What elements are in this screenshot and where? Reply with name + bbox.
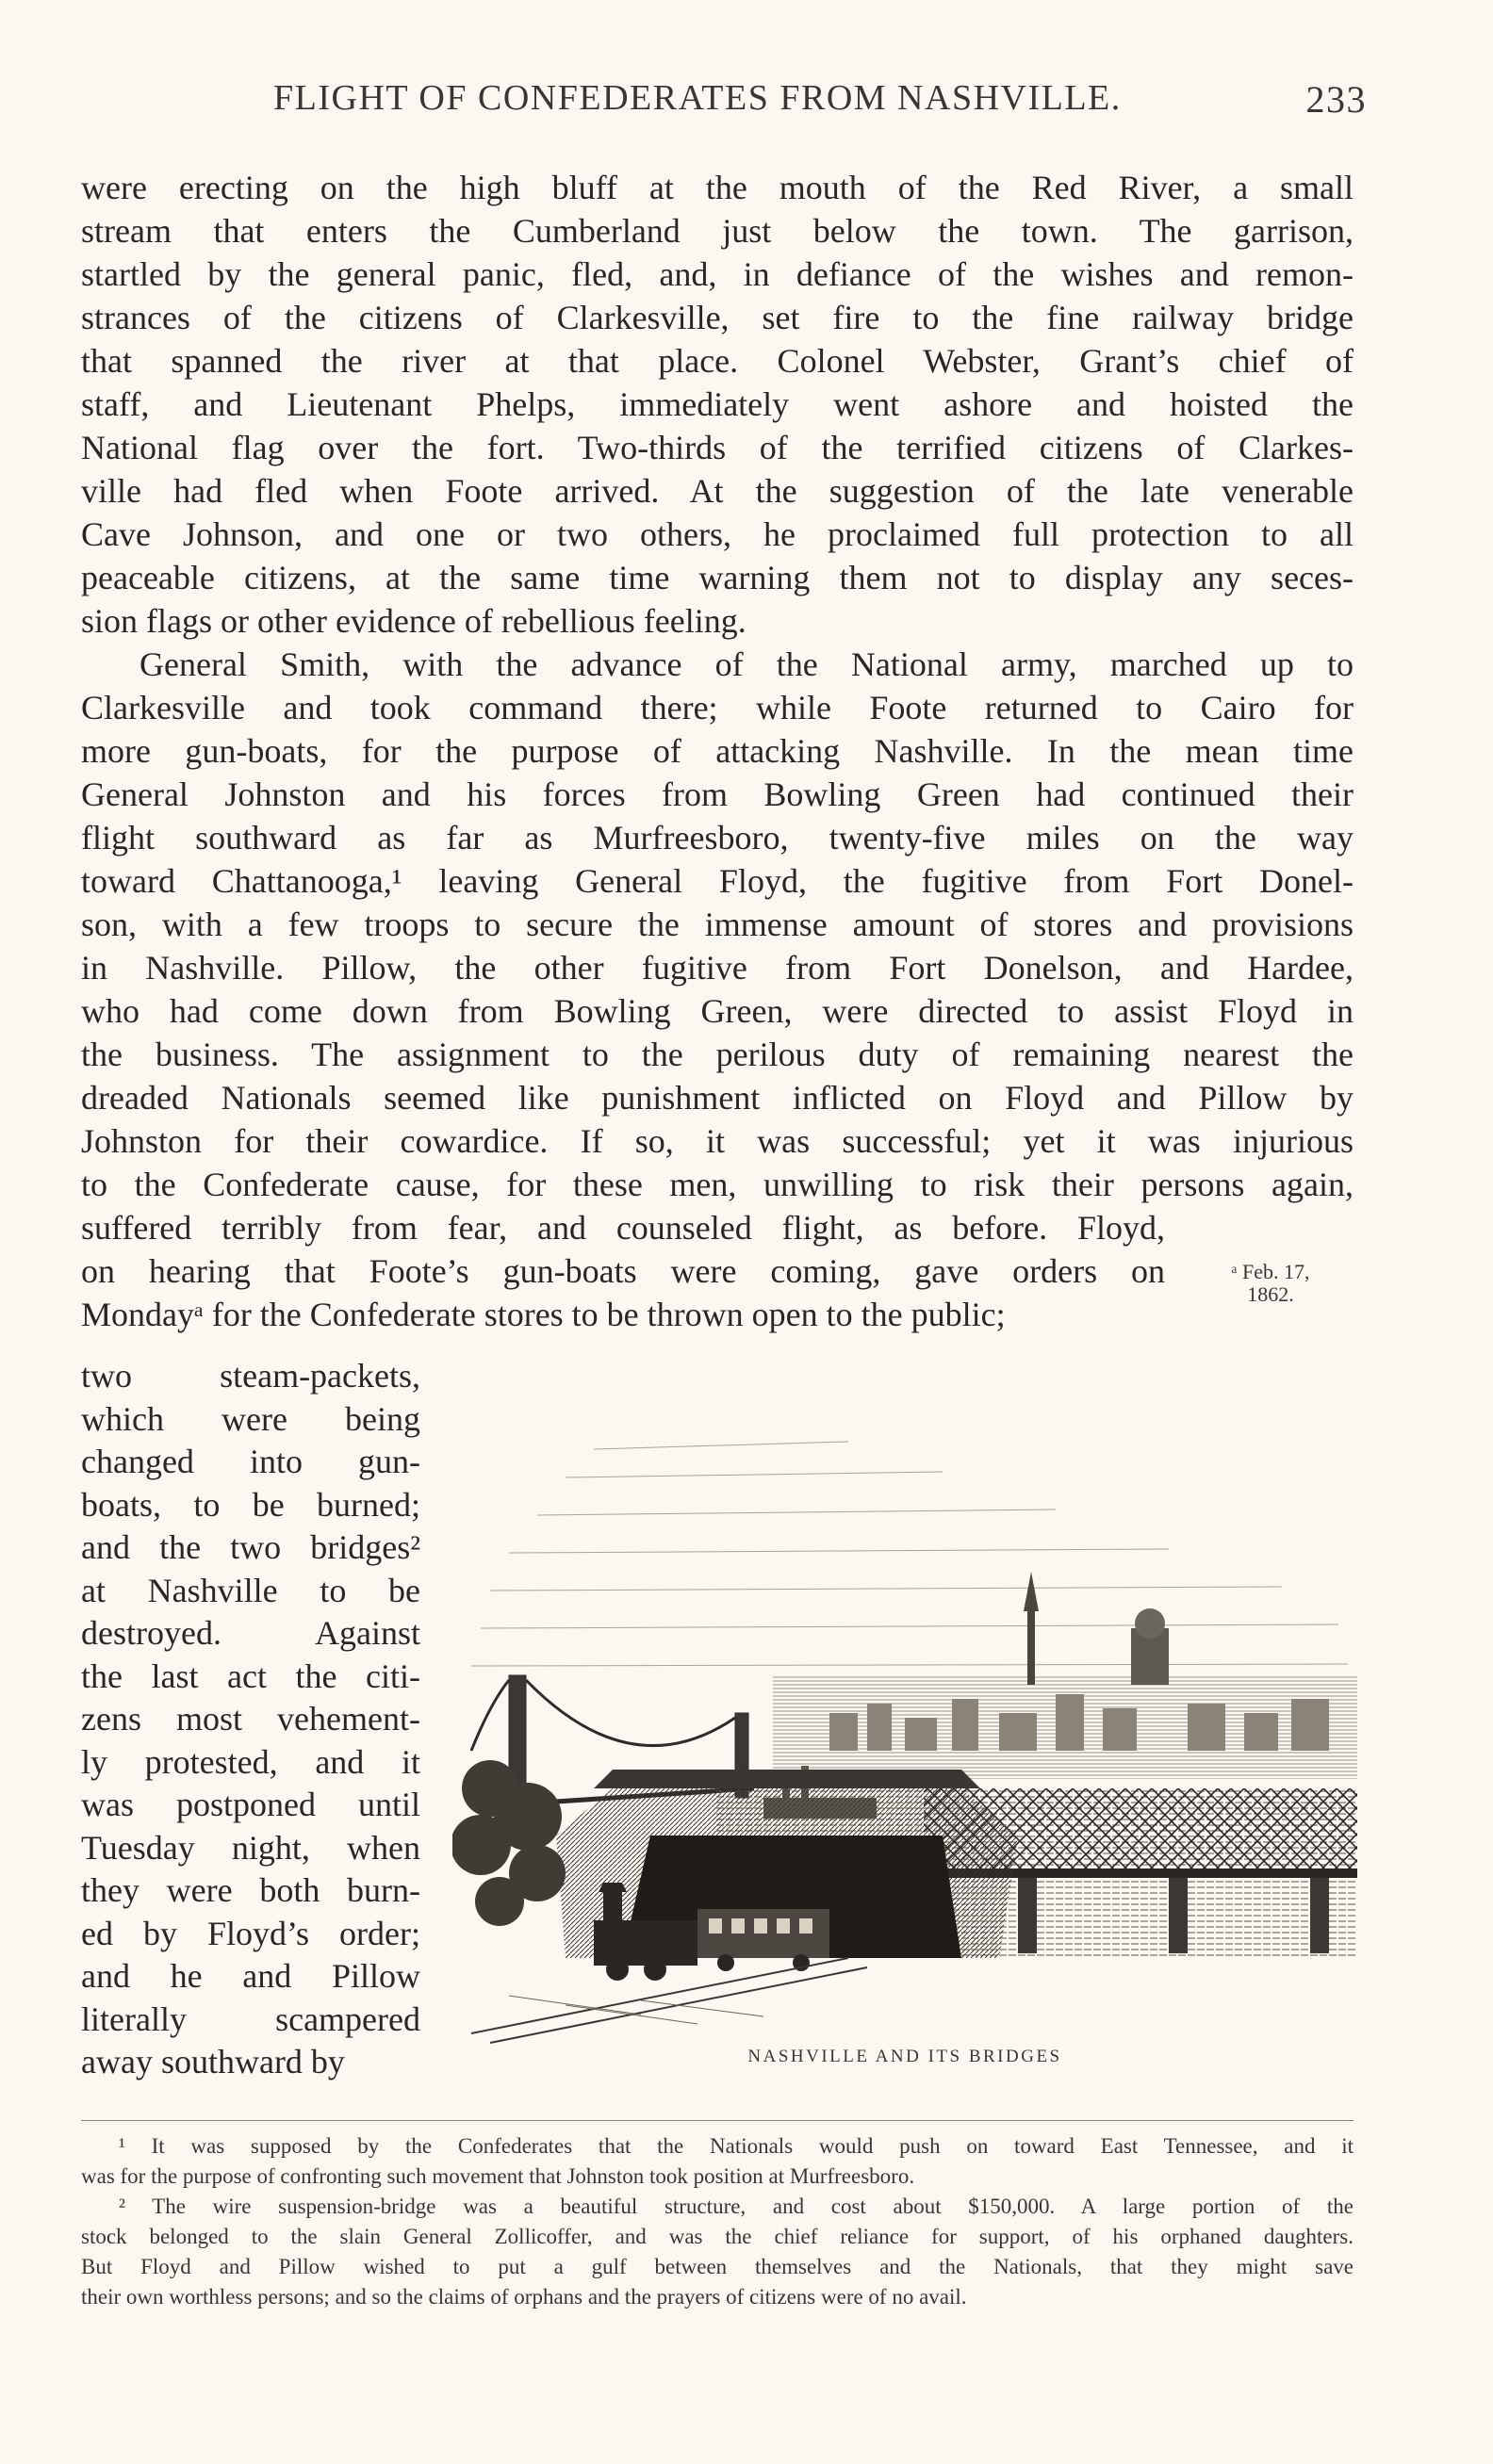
footnote-rule — [81, 2120, 1354, 2121]
footnote-line: ¹ It was supposed by the Confederates that the Nationals would push on toward East Tennessee, and it — [119, 2134, 1354, 2158]
nashville-bridges-engraving — [452, 1393, 1357, 2052]
footnote-line: But Floyd and Pillow wished to put a gulf between themselves and the Nationals, that they might save — [81, 2255, 1354, 2278]
text-line: peaceable citizens, at the same time warning them not to display any seces- — [81, 559, 1354, 596]
text-line: literally scampered — [81, 1999, 420, 2038]
footnote-line: stock belonged to the slain General Zollicoffer, and was the chief reliance for support, of his orphaned daughters. — [81, 2225, 1354, 2248]
text-line: was postponed until — [81, 1786, 420, 1823]
text-line: startled by the general panic, fled, and, in defiance of the wishes and remon- — [81, 255, 1354, 293]
text-line: Clarkesville and took command there; while Foote returned to Cairo for — [81, 689, 1354, 726]
text-line: and the two bridges² — [81, 1528, 420, 1566]
text-line: more gun-boats, for the purpose of attacking Nashville. In the mean time — [81, 732, 1354, 770]
text-line: toward Chattanooga,¹ leaving General Floyd, the fugitive from Fort Donel- — [81, 862, 1354, 900]
text-line: Cave Johnson, and one or two others, he proclaimed full protection to all — [81, 515, 1354, 553]
page-number: 233 — [1305, 78, 1367, 121]
text-line: changed into gun- — [81, 1443, 420, 1480]
text-line: at Nashville to be — [81, 1571, 420, 1609]
footnote-line: was for the purpose of confronting such movement that Johnston took position at Murfreesboro. — [81, 2164, 915, 2188]
margin-note-line: ᵃ Feb. 17, — [1231, 1260, 1310, 1283]
engraving-illustration — [452, 1393, 1357, 2052]
text-line: ville had fled when Foote arrived. At the suggestion of the late venerable — [81, 472, 1354, 510]
text-line: they were both burn- — [81, 1871, 420, 1909]
text-line: the business. The assignment to the perilous duty of remaining nearest the — [81, 1036, 1354, 1073]
railway-track — [471, 1958, 867, 2043]
text-line: the last act the citi- — [81, 1656, 420, 1695]
text-line: stream that enters the Cumberland just below the town. The garrison, — [81, 212, 1354, 250]
margin-date-note — [1195, 1261, 1346, 1306]
running-head-title: FLIGHT OF CONFEDERATES FROM NASHVILLE. — [273, 78, 1122, 118]
text-line: in Nashville. Pillow, the other fugitive from Fort Donelson, and Hardee, — [81, 949, 1354, 987]
text-line: who had come down from Bowling Green, were directed to assist Floyd in — [81, 992, 1354, 1030]
text-line: and he and Pillow — [81, 1957, 420, 1995]
text-line: boats, to be burned; — [81, 1485, 420, 1524]
footnote-line: their own worthless persons; and so the claims of orphans and the prayers of citizens were of no avail. — [81, 2285, 967, 2309]
text-line: zens most vehement- — [81, 1700, 420, 1738]
illustration-caption: NASHVILLE AND ITS BRIDGES — [747, 2047, 1062, 2066]
text-line: to the Confederate cause, for these men, unwilling to risk their persons again, — [81, 1166, 1354, 1203]
text-line: strances of the citizens of Clarkesville, set fire to the fine railway bridge — [81, 299, 1354, 336]
text-line: Mondayᵃ for the Confederate stores to be thrown open to the public; — [81, 1296, 1006, 1333]
narrow-text-column — [81, 1355, 420, 2084]
text-line: Tuesday night, when — [81, 1828, 420, 1867]
text-line: General Smith, with the advance of the National army, marched up to — [139, 645, 1354, 683]
text-line: General Johnston and his forces from Bowling Green had continued their — [81, 775, 1354, 813]
text-line: Johnston for their cowardice. If so, it was successful; yet it was injurious — [81, 1122, 1354, 1160]
text-line: destroyed. Against — [81, 1614, 420, 1652]
text-line: staff, and Lieutenant Phelps, immediately went ashore and hoisted the — [81, 385, 1354, 423]
text-line: National flag over the fort. Two-thirds of the terrified citizens of Clarkes- — [81, 429, 1354, 466]
text-line: sion flags or other evidence of rebellious feeling. — [81, 602, 746, 640]
trees — [452, 1760, 566, 1926]
text-line: ly protested, and it — [81, 1742, 420, 1781]
text-line: which were being — [81, 1399, 420, 1438]
text-line: ed by Floyd’s order; — [81, 1914, 420, 1952]
text-line: suffered terribly from fear, and counseled flight, as before. Floyd, — [81, 1209, 1165, 1247]
text-line: two steam-packets, — [81, 1357, 420, 1395]
paragraph-2 — [81, 643, 1354, 1336]
text-line: on hearing that Foote’s gun-boats were coming, gave orders on — [81, 1252, 1165, 1290]
paragraph-1 — [81, 166, 1354, 643]
text-line: were erecting on the high bluff at the mouth of the Red River, a small — [81, 169, 1354, 206]
main-text — [81, 166, 1354, 1336]
footnotes — [81, 2131, 1354, 2312]
footnote-line: ² The wire suspension-bridge was a beautiful structure, and cost about $150,000. A large portion of the — [119, 2195, 1354, 2218]
city-skyline — [773, 1572, 1357, 1779]
text-line: dreaded Nationals seemed like punishment inflicted on Floyd and Pillow by — [81, 1079, 1354, 1117]
sky — [471, 1442, 1348, 1666]
text-line: that spanned the river at that place. Colonel Webster, Grant’s chief of — [81, 342, 1354, 380]
text-line: son, with a few troops to secure the immense amount of stores and provisions — [81, 906, 1354, 943]
text-line: flight southward as far as Murfreesboro, twenty-five miles on the way — [81, 819, 1354, 857]
margin-note-line: 1862. — [1247, 1282, 1294, 1306]
text-line: away southward by — [81, 2043, 345, 2081]
